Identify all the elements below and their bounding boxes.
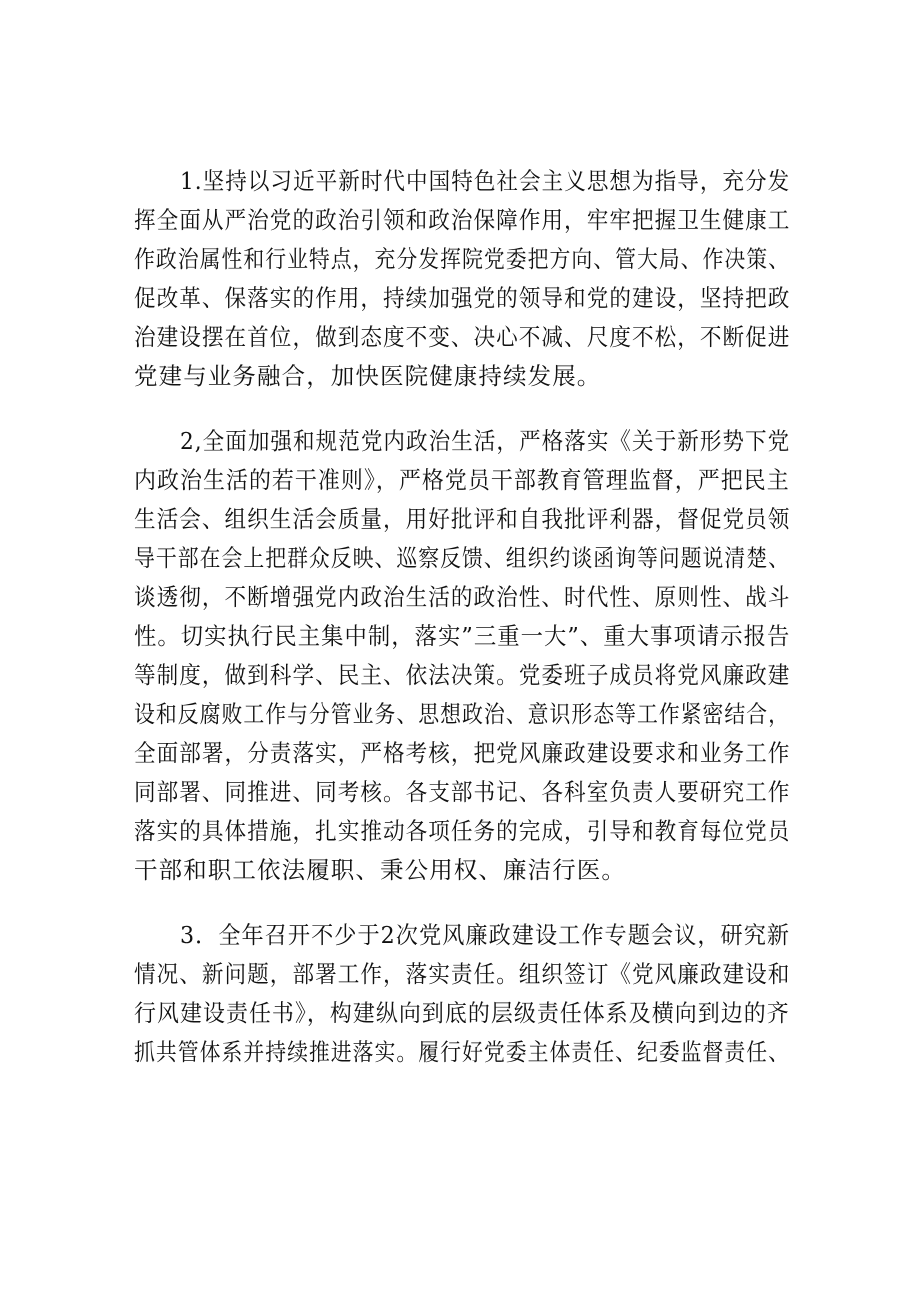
text-line: 作政治属性和行业特点，充分发挥院党委把方向、管大局、作决策、 (134, 245, 791, 273)
text-line: 行风建设责任书》，构建纵向到底的层级责任体系及横向到边的齐 (134, 999, 790, 1027)
text-line: 同部署、同推进、同考核。各支部书记、各科室负责人要研究工作 (134, 778, 791, 806)
text-line: 挥全面从严治党的政治引领和政治保障作用，牢牢把握卫生健康工 (134, 206, 791, 234)
text-line: 党建与业务融合，加快医院健康持续发展。 (134, 362, 602, 390)
text-line: 情况、新问题，部署工作，落实责任。组织签订《党风廉政建设和 (134, 960, 791, 988)
text-line: 全面部署，分责落实，严格考核，把党风廉政建设要求和业务工作 (134, 739, 791, 767)
text-line: 促改革、保落实的作用，持续加强党的领导和党的建设，坚持把政 (134, 284, 791, 312)
text-line: 干部和职工依法履职、秉公用权、廉洁行医。 (134, 856, 626, 884)
text-line: 2,全面加强和规范党内政治生活，严格落实《关于新形势下党 (180, 427, 791, 455)
text-line: 1.坚持以习近平新时代中国特色社会主义思想为指导，充分发 (180, 167, 791, 195)
text-line: 落实的具体措施，扎实推动各项任务的完成，引导和教育每位党员 (134, 817, 791, 845)
text-line: 等制度，做到科学、民主、依法决策。党委班子成员将党风廉政建 (134, 661, 791, 689)
text-line: 谈透彻，不断增强党内政治生活的政治性、时代性、原则性、战斗 (134, 583, 791, 611)
text-line: 内政治生活的若干准则》，严格党员干部教育管理监督，严把民主 (134, 466, 790, 494)
text-line: 生活会、组织生活会质量，用好批评和自我批评利器，督促党员领 (134, 505, 791, 533)
text-line: 3．全年召开不少于2次党风廉政建设工作专题会议，研究新 (180, 921, 791, 949)
text-line: 设和反腐败工作与分管业务、思想政治、意识形态等工作紧密结合， (134, 700, 791, 728)
text-line: 导干部在会上把群众反映、巡察反馈、组织约谈函询等问题说清楚、 (134, 544, 791, 572)
text-line: 治建设摆在首位，做到态度不变、决心不减、尺度不松，不断促进 (134, 323, 791, 351)
text-line: 性。切实执行民主集中制，落实”三重一大”、重大事项请示报告 (134, 622, 791, 650)
text-line: 抓共管体系并持续推进落实。履行好党委主体责任、纪委监督责任、 (134, 1038, 791, 1066)
